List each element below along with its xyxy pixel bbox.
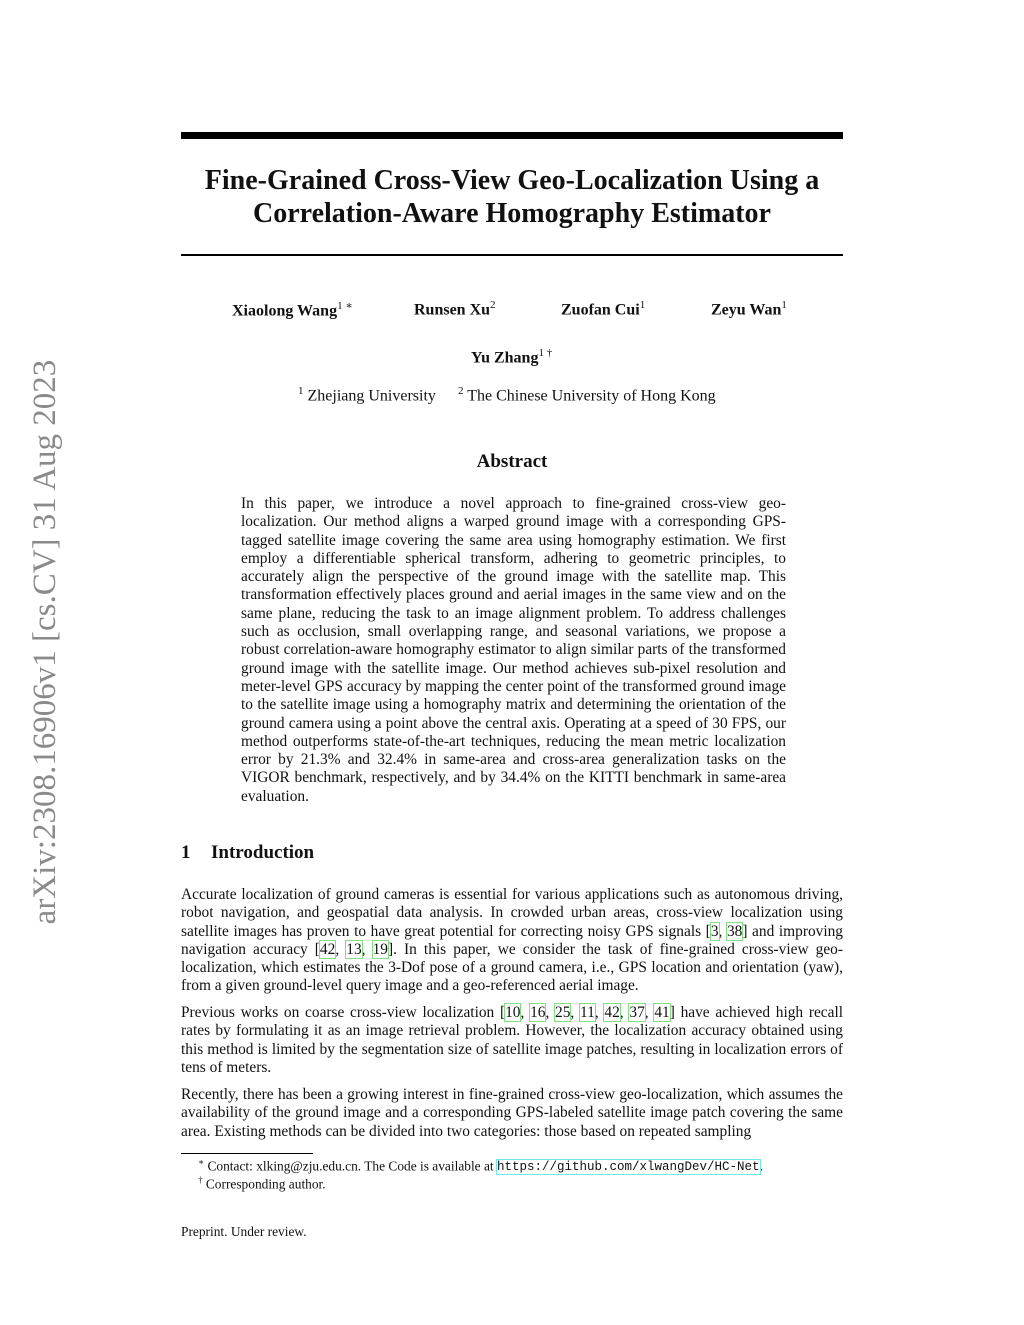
affiliation-name: The Chinese University of Hong Kong bbox=[467, 387, 716, 405]
section-title: Introduction bbox=[211, 842, 315, 863]
footnote-text: Corresponding author. bbox=[205, 1176, 326, 1192]
footnote-end: . bbox=[759, 1158, 763, 1174]
intro-paragraph-2: Previous works on coarse cross-view localization [10, 16, 25, 11, 42, 37, 41] have achieved high recall rates by formulating it as an image retrieval problem. However, the localization accuracy obtained using this method is limited by the segmentation size of satellite image patches, resulting in localization errors of tens of meters. bbox=[181, 1004, 844, 1076]
affiliation-mark: 2 bbox=[458, 385, 464, 397]
intro-paragraph-1: Accurate localization of ground cameras is essential for various applications such as autonomous driving, robot navigation, and geospatial data analysis. In crowded urban areas, cross-view localization using satellite images has proven to have great potential for correcting noisy GPS signals [3, 38] and improving navigation accuracy [42, 13, 19]. In this paper, we consider the task of fine-grained cross-view geo-localization, which estimates the 3-Dof pose of a ground camera, i.e., GPS location and orientation (yaw), from a given ground-level query image and a geo-referenced aerial image. bbox=[181, 886, 843, 995]
paragraph-text: Accurate localization of ground cameras is essential for various applications such as autonomous driving, robot navigation, and geospatial data analysis. In crowded urban areas, cross-view localization using satellite images has proven to have great potential for correcting noisy GPS signals [ bbox=[181, 886, 843, 940]
citation-link[interactable]: 16 bbox=[530, 1004, 546, 1021]
citation-link[interactable]: 41 bbox=[654, 1004, 670, 1021]
affiliation-mark: 1 bbox=[298, 385, 304, 397]
author-1 bbox=[232, 299, 353, 320]
author-name: Zeyu Wan bbox=[711, 301, 782, 319]
citation-link[interactable]: 11 bbox=[580, 1004, 595, 1021]
author-3 bbox=[561, 299, 645, 319]
footnote-rule bbox=[181, 1153, 313, 1154]
code-url-link[interactable]: https://github.com/xlwangDev/HC-Net bbox=[496, 1160, 760, 1175]
author-mark: 1 bbox=[781, 299, 787, 311]
page-footer: Preprint. Under review. bbox=[181, 1224, 307, 1239]
citation-link[interactable]: 13 bbox=[346, 940, 362, 958]
author-mark: 1 ∗ bbox=[337, 300, 353, 312]
author-name: Xiaolong Wang bbox=[232, 302, 338, 320]
citation-link[interactable]: 42 bbox=[604, 1004, 620, 1021]
author-4 bbox=[711, 299, 787, 319]
affiliation-2 bbox=[458, 385, 716, 405]
footnote-2 bbox=[198, 1175, 326, 1192]
author-5 bbox=[471, 347, 552, 367]
title-line-1: Fine-Grained Cross-View Geo-Localization Using a bbox=[204, 165, 820, 196]
citation-link[interactable]: 19 bbox=[372, 940, 388, 958]
author-name: Zuofan Cui bbox=[561, 301, 640, 319]
arxiv-identifier: arXiv:2308.16906v1 [cs.CV] 31 Aug 2023 bbox=[27, 359, 63, 925]
author-name: Yu Zhang bbox=[471, 349, 539, 367]
citation-link[interactable]: 25 bbox=[555, 1004, 571, 1021]
author-mark: 1 bbox=[639, 299, 646, 311]
footnote-1 bbox=[198, 1157, 763, 1174]
intro-paragraph-3: Recently, there has been a growing interest in fine-grained cross-view geo-localization, which assumes the availability of the ground image and a corresponding GPS-labeled satellite image patch covering the same area. Existing methods can be divided into two categories: those based on repeated sampling bbox=[181, 1086, 843, 1140]
paragraph-text: ] have achieved high recall rates by formulating it as an image retrieval problem. However, the localization accuracy obtained using this method is limited by the segmentation size of satellite image patches, resulting in localization errors of tens of meters. bbox=[181, 1004, 844, 1076]
citation-link[interactable]: 3 bbox=[710, 922, 719, 940]
citation-link[interactable]: 42 bbox=[319, 940, 336, 958]
author-mark: 2 bbox=[490, 299, 496, 311]
citation-link[interactable]: 10 bbox=[505, 1004, 521, 1021]
title-bottom-rule bbox=[181, 254, 843, 256]
abstract-heading: Abstract bbox=[476, 451, 548, 472]
affiliation-1 bbox=[298, 385, 436, 405]
author-2 bbox=[414, 299, 496, 319]
section-number: 1 bbox=[181, 842, 191, 863]
paragraph-text: Previous works on coarse cross-view localization [ bbox=[181, 1004, 506, 1021]
paragraph-text: ]. In this paper, we consider the task of fine-grained cross-view geo-localization, which estimates the 3-Dof pose of a ground camera, i.e., GPS location and orientation (yaw), from a given ground-level query image and a geo-referenced aerial image. bbox=[181, 940, 843, 995]
citation-link[interactable]: 38 bbox=[726, 922, 743, 940]
paper-title bbox=[181, 164, 843, 230]
footnote-mark: ∗ bbox=[198, 1157, 205, 1167]
author-name: Runsen Xu bbox=[414, 301, 491, 319]
title-top-rule bbox=[181, 132, 843, 139]
affiliation-name: Zhejiang University bbox=[307, 387, 436, 405]
section-heading bbox=[181, 842, 314, 864]
citation-link[interactable]: 37 bbox=[629, 1004, 645, 1021]
author-mark: 1 † bbox=[538, 347, 553, 359]
footnote-mark: † bbox=[198, 1175, 203, 1185]
paragraph-text: ] and improving navigation accuracy [ bbox=[181, 922, 843, 958]
abstract-text: In this paper, we introduce a novel approach to fine-grained cross-view geo-localization. Our method aligns a warped ground image with a corresponding GPS-tagged satellite image covering the same area using homography estimation. We first employ a differentiable spherical transform, adhering to geometric principles, to accurately align the perspective of the ground image with the satellite map. This transformation effectively places ground and aerial images in the same view and on the same plane, reducing the task to an image alignment problem. To address challenges such as occlusion, small overlapping range, and seasonal variations, we propose a robust correlation-aware homography estimator to align similar parts of the transformed ground image with the satellite image. Our method achieves sub-pixel resolution and meter-level GPS accuracy by mapping the center point of the transformed ground image to the satellite image using a homography matrix and determining the orientation of the ground camera using a point above the central axis. Operating at a speed of 30 FPS, our method outperforms state-of-the-art techniques, reducing the mean metric localization error by 21.3% and 32.4% in same-area and cross-area generalization tasks on the VIGOR benchmark, respectively, and by 34.4% on the KITTI benchmark in same-area evaluation. bbox=[241, 495, 786, 805]
footnote-text: Contact: xlking@zju.edu.cn. The Code is available at bbox=[207, 1158, 497, 1174]
title-line-2: Correlation-Aware Homography Estimator bbox=[253, 198, 771, 229]
